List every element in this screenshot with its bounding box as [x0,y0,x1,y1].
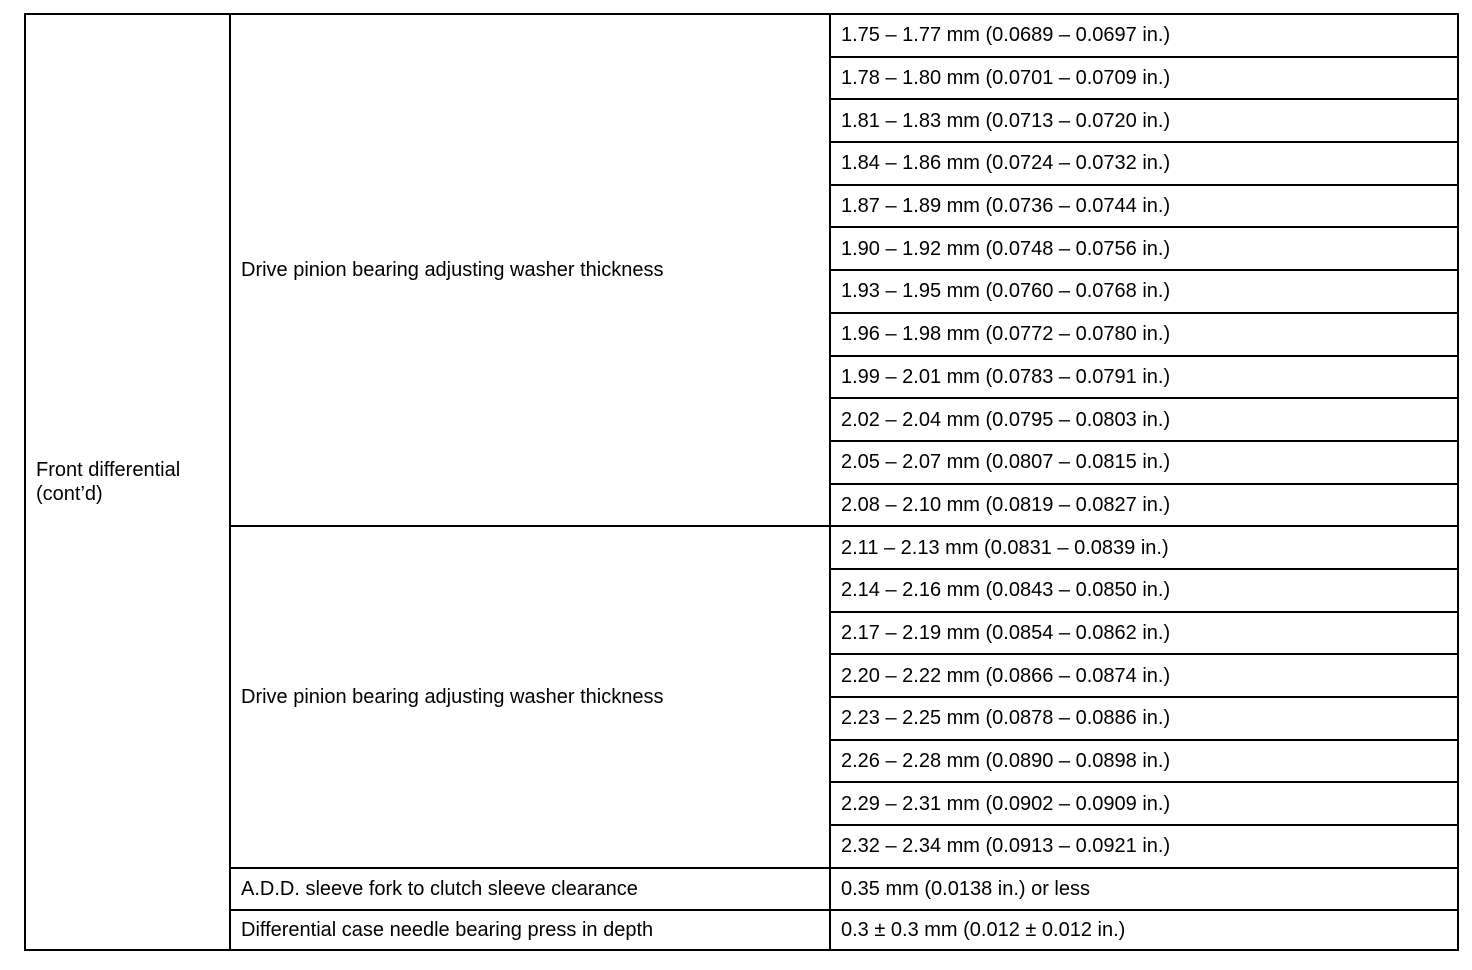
value-cell: 1.99 – 2.01 mm (0.0783 – 0.0791 in.) [830,356,1458,399]
value-cell: 1.81 – 1.83 mm (0.0713 – 0.0720 in.) [830,99,1458,142]
value-cell: 1.96 – 1.98 mm (0.0772 – 0.0780 in.) [830,313,1458,356]
table-row [25,910,1458,950]
item-cell: A.D.D. sleeve fork to clutch sleeve clearance [230,868,830,911]
value-cell: 2.29 – 2.31 mm (0.0902 – 0.0909 in.) [830,782,1458,825]
value-cell: 1.93 – 1.95 mm (0.0760 – 0.0768 in.) [830,270,1458,313]
value-cell: 2.08 – 2.10 mm (0.0819 – 0.0827 in.) [830,484,1458,527]
value-cell: 1.84 – 1.86 mm (0.0724 – 0.0732 in.) [830,142,1458,185]
value-cell: 0.3 ± 0.3 mm (0.012 ± 0.012 in.) [830,910,1458,950]
value-cell: 2.32 – 2.34 mm (0.0913 – 0.0921 in.) [830,825,1458,868]
value-cell: 2.23 – 2.25 mm (0.0878 – 0.0886 in.) [830,697,1458,740]
table-row [25,14,1458,57]
item-cell: Differential case needle bearing press in depth [230,910,830,950]
table-row [25,526,1458,569]
section-cell [25,14,230,950]
section-label-line1: Front differential [36,459,181,482]
spec-table [24,13,1459,951]
item-cell: Drive pinion bearing adjusting washer thickness [230,14,830,526]
value-cell: 2.02 – 2.04 mm (0.0795 – 0.0803 in.) [830,398,1458,441]
section-label-line2: (cont’d) [36,483,103,506]
value-cell: 2.26 – 2.28 mm (0.0890 – 0.0898 in.) [830,740,1458,783]
table-row [25,868,1458,911]
value-cell: 2.14 – 2.16 mm (0.0843 – 0.0850 in.) [830,569,1458,612]
value-cell: 1.78 – 1.80 mm (0.0701 – 0.0709 in.) [830,57,1458,100]
value-cell: 2.17 – 2.19 mm (0.0854 – 0.0862 in.) [830,612,1458,655]
value-cell: 2.05 – 2.07 mm (0.0807 – 0.0815 in.) [830,441,1458,484]
value-cell: 0.35 mm (0.0138 in.) or less [830,868,1458,911]
value-cell: 2.11 – 2.13 mm (0.0831 – 0.0839 in.) [830,526,1458,569]
value-cell: 2.20 – 2.22 mm (0.0866 – 0.0874 in.) [830,654,1458,697]
value-cell: 1.87 – 1.89 mm (0.0736 – 0.0744 in.) [830,185,1458,228]
item-cell: Drive pinion bearing adjusting washer thickness [230,526,830,868]
value-cell: 1.75 – 1.77 mm (0.0689 – 0.0697 in.) [830,14,1458,57]
value-cell: 1.90 – 1.92 mm (0.0748 – 0.0756 in.) [830,227,1458,270]
